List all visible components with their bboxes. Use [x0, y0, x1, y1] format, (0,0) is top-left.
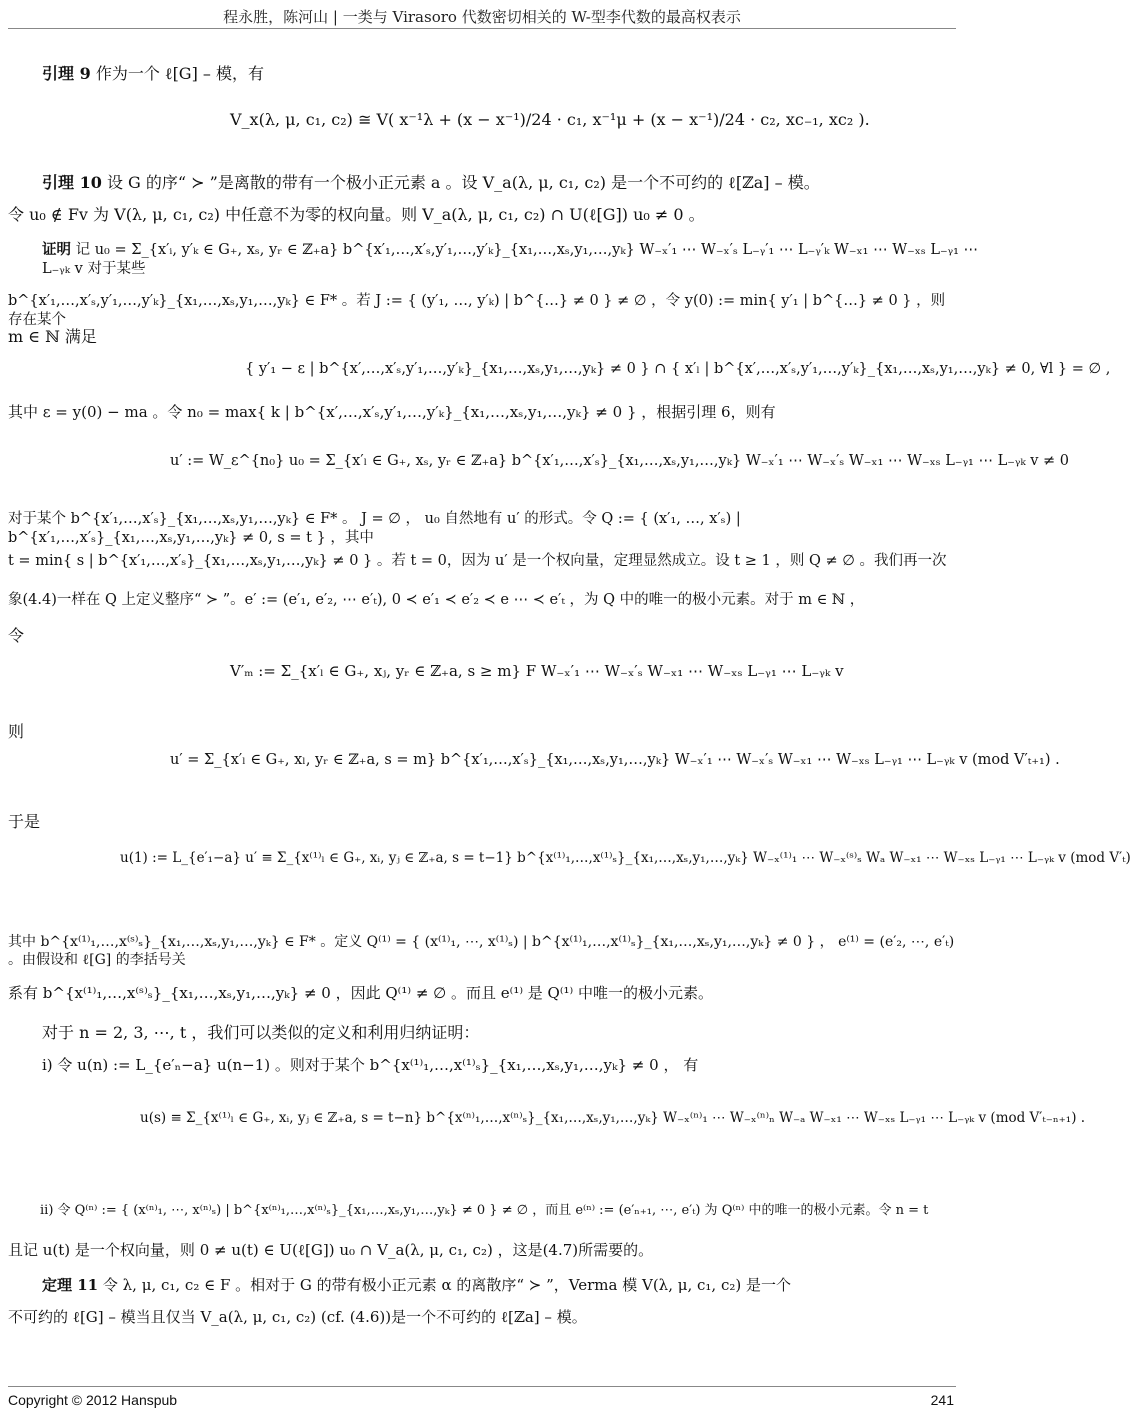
lemma9-statement [42, 64, 990, 85]
theorem11-label: 定理 11 [42, 1276, 99, 1294]
proof-p6: t = min{ s | b^{x′₁,…,x′ₛ}_{x₁,…,xₛ,y₁,…,yₖ} ≠ 0 } 。若 t = 0，因为 u′ 是一个权向量，定理显然成立。设 t ≥ 1 ，则 Q ≠ ∅ 。我们再一次 [8, 553, 947, 569]
header-rule [8, 28, 956, 29]
proof-eq3: V′ₘ := Σ_{x′ₗ ∈ G₊, xⱼ, yᵣ ∈ ℤ₊a, s ≥ m} F W₋ₓ′₁ ⋯ W₋ₓ′ₛ W₋ₓ₁ ⋯ W₋ₓₛ L₋ᵧ₁ ⋯ L₋ᵧₖ v [230, 662, 844, 680]
proof-p7: 象(4.4)一样在 Q 上定义整序“ ≻ ”。e′ := (e′₁, e′₂, ⋯ e′ₜ), 0 ≺ e′₁ ≺ e′₂ ≺ e ⋯ ≺ e′ₜ ，为 Q 中的唯一的极小元素。对于 m ∈ ℕ ， [8, 592, 865, 608]
header-title: 一类与 Virasoro 代数密切相关的 W-型李代数的最高权表示 [342, 8, 741, 26]
proof-p5: 对于某个 b^{x′₁,…,x′ₛ}_{x₁,…,xₛ,y₁,…,yₖ} ∈ F* 。 J = ∅ ， u₀ 自然地有 u′ 的形式。令 Q := { (x′₁, …, x′ₛ) | b^{x′₁,…,x′ₛ}_{x₁,…,xₛ,y₁,…,yₖ} ≠ 0, s = t } ，其中 [8, 511, 741, 546]
proof-eq4: u′ = Σ_{x′ₗ ∈ G₊, xₗ, yᵣ ∈ ℤ₊a, s = m} b^{x′₁,…,x′ₛ}_{x₁,…,xₛ,y₁,…,yₖ} W₋ₓ′₁ ⋯ W₋ₓ′ₛ W₋ₓ₁ ⋯ W₋ₓₛ L₋ᵧ₁ ⋯ L₋ᵧₖ v (mod V′ₜ₊₁) . [170, 752, 1060, 768]
header-separator: | [332, 8, 338, 26]
footer-rule [8, 1386, 956, 1387]
proof-p13: 对于 n = 2, 3, ⋯, t ，我们可以类似的定义和利用归纳证明： [42, 1023, 480, 1042]
proof-p1 [42, 241, 990, 279]
proof-eq6: u(s) ≡ Σ_{x⁽¹⁾ₗ ∈ G₊, xᵢ, yⱼ ∈ ℤ₊a, s = t−n} b^{x⁽ⁿ⁾₁,…,x⁽ⁿ⁾ₛ}_{x₁,…,xₛ,y₁,…,yₖ} W₋ₓ⁽ⁿ⁾₁ ⋯ W₋ₓ⁽ⁿ⁾ₙ W₋ₐ W₋ₓ₁ ⋯ W₋ₓₛ L₋ᵧ₁ ⋯ L₋ᵧₖ v (mod V′ₜ₋ₙ₊₁) . [140, 1110, 1086, 1126]
proof-p10: 于是 [8, 812, 41, 831]
lemma10-line1: 设 G 的序“ ≻ ”是离散的带有一个极小正元素 a 。设 V_a(λ, μ, c₁, c₂) 是一个不可约的 ℓ[ℤa] – 模。 [106, 173, 820, 192]
proof-p8: 令 [8, 626, 25, 645]
proof-p11: 其中 b^{x⁽¹⁾₁,…,x⁽ˢ⁾ₛ}_{x₁,…,xₛ,y₁,…,yₖ} ∈ F* 。定义 Q⁽¹⁾ = { (x⁽¹⁾₁, ⋯, x⁽¹⁾ₛ) | b^{x⁽¹⁾₁,…,x⁽¹⁾ₛ}_{x₁,…,xₛ,y₁,…,yₖ} ≠ 0 } ， e⁽¹⁾ = (e′₂, ⋯, e′ₜ) 。由假设和 ℓ[G] 的李括号关 [8, 934, 955, 969]
proof-p3: m ∈ ℕ 满足 [8, 327, 97, 346]
theorem11-line1: 令 λ, μ, c₁, c₂ ∈ F 。相对于 G 的带有极小正元素 α 的离散序“ ≻ ”，Verma 模 V(λ, μ, c₁, c₂) 是一个 [102, 1276, 791, 1294]
lemma9-label: 引理 9 [42, 64, 91, 83]
lemma10-line2: 令 u₀ ∉ Fv 为 V(λ, μ, c₁, c₂) 中任意不为零的权向量。则 V_a(λ, μ, c₁, c₂) ∩ U(ℓ[G]) u₀ ≠ 0 。 [8, 205, 705, 224]
theorem11-line2: 不可约的 ℓ[G] – 模当且仅当 V_a(λ, μ, c₁, c₂) (cf. (4.6))是一个不可约的 ℓ[ℤa] – 模。 [8, 1308, 587, 1326]
running-header [0, 6, 964, 27]
proof-eq1: { y′₁ − ε | b^{x′,…,x′ₛ,y′₁,…,y′ₖ}_{x₁,…,xₛ,y₁,…,yₖ} ≠ 0 } ∩ { x′ₗ | b^{x′,…,x′ₛ,y′₁,…,y′ₖ}_{x₁,…,xₛ,y₁,…,yₖ} ≠ 0, ∀l } = ∅ , [245, 361, 1111, 377]
proof-eq2: u′ := W_ε^{n₀} u₀ = Σ_{x′ₗ ∈ G₊, xₛ, yᵣ ∈ ℤ₊a} b^{x′₁,…,x′ₛ}_{x₁,…,xₛ,y₁,…,yₖ} W₋ₓ′₁ ⋯ W₋ₓ′ₛ W₋ₓ₁ ⋯ W₋ₓₛ L₋ᵧ₁ ⋯ L₋ᵧₖ v ≠ 0 [170, 453, 1069, 469]
proof-label: 证明 [42, 241, 71, 258]
proof-p16: 且记 u(t) 是一个权向量，则 0 ≠ u(t) ∈ U(ℓ[G]) u₀ ∩ V_a(λ, μ, c₁, c₂) ，这是(4.7)所需要的。 [8, 1241, 654, 1259]
lemma9-formula: V_x(λ, μ, c₁, c₂) ≅ V( x⁻¹λ + (x − x⁻¹)/24 · c₁, x⁻¹μ + (x − x⁻¹)/24 · c₂, xc₋₁, xc₂ ). [230, 110, 870, 129]
proof-p2: b^{x′₁,…,x′ₛ,y′₁,…,y′ₖ}_{x₁,…,xₛ,y₁,…,yₖ} ∈ F* 。若 J := { (y′₁, …, y′ₖ) | b^{…} ≠ 0 } ≠ ∅ ，令 y(0) := min{ y′₁ | b^{…} ≠ 0 } ，则存在某个 [8, 293, 946, 328]
proof-p1-text: 记 u₀ = Σ_{x′ᵢ, y′ₖ ∈ G₊, xₛ, yᵣ ∈ ℤ₊a} b^{x′₁,…,x′ₛ,y′₁,…,y′ₖ}_{x₁,…,xₛ,y₁,…,yₖ} W₋ₓ′₁ ⋯ W₋ₓ′ₛ L₋ᵧ′₁ ⋯ L₋ᵧ′ₖ W₋ₓ₁ ⋯ W₋ₓₛ L₋ᵧ₁ ⋯ L₋ᵧₖ v 对于某些 [42, 242, 979, 277]
theorem11-statement [42, 1276, 990, 1296]
proof-p14: i) 令 u(n) := L_{e′ₙ−a} u(n−1) 。则对于某个 b^{x⁽¹⁾₁,…,x⁽¹⁾ₛ}_{x₁,…,xₛ,y₁,…,yₖ} ≠ 0 ， 有 [42, 1056, 699, 1074]
proof-p12: 系有 b^{x⁽¹⁾₁,…,x⁽ˢ⁾ₛ}_{x₁,…,xₛ,y₁,…,yₖ} ≠ 0 ，因此 Q⁽¹⁾ ≠ ∅ 。而且 e⁽¹⁾ 是 Q⁽¹⁾ 中唯一的极小元素。 [8, 984, 714, 1002]
lemma10-label: 引理 10 [42, 173, 102, 192]
proof-eq5: u(1) := L_{e′₁−a} u′ ≡ Σ_{x⁽¹⁾ₗ ∈ G₊, xᵢ, yⱼ ∈ ℤ₊a, s = t−1} b^{x⁽¹⁾₁,…,x⁽¹⁾ₛ}_{x₁,…,xₛ,y₁,…,yₖ} W₋ₓ⁽¹⁾₁ ⋯ W₋ₓ⁽ˢ⁾ₛ Wₐ W₋ₓ₁ ⋯ W₋ₓₛ L₋ᵧ₁ ⋯ L₋ᵧₖ v (mod V′ₜ) [120, 850, 1131, 866]
lemma10-statement [42, 173, 990, 194]
proof-p9: 则 [8, 722, 25, 741]
lemma9-text: 作为一个 ℓ[G] – 模，有 [95, 64, 265, 83]
header-authors: 程永胜，陈河山 [223, 8, 329, 26]
proof-p4: 其中 ε = y(0) − ma 。令 n₀ = max{ k | b^{x′,…,x′ₛ,y′₁,…,y′ₖ}_{x₁,…,xₛ,y₁,…,yₖ} ≠ 0 } ，根据引理 6，则有 [8, 403, 776, 421]
proof-p15: ii) 令 Q⁽ⁿ⁾ := { (x⁽ⁿ⁾₁, ⋯, x⁽ⁿ⁾ₛ) | b^{x⁽ⁿ⁾₁,…,x⁽ⁿ⁾ₛ}_{x₁,…,xₛ,y₁,…,yₖ} ≠ 0 } ≠ ∅ ，而且 e⁽ⁿ⁾ := (e′ₙ₊₁, ⋯, e′ₜ) 为 Q⁽ⁿ⁾ 中的唯一的极小元素。令 n = t [40, 1203, 929, 1218]
footer-copyright: Copyright © 2012 Hanspub [8, 1392, 178, 1408]
footer-page-number: 241 [930, 1392, 954, 1408]
